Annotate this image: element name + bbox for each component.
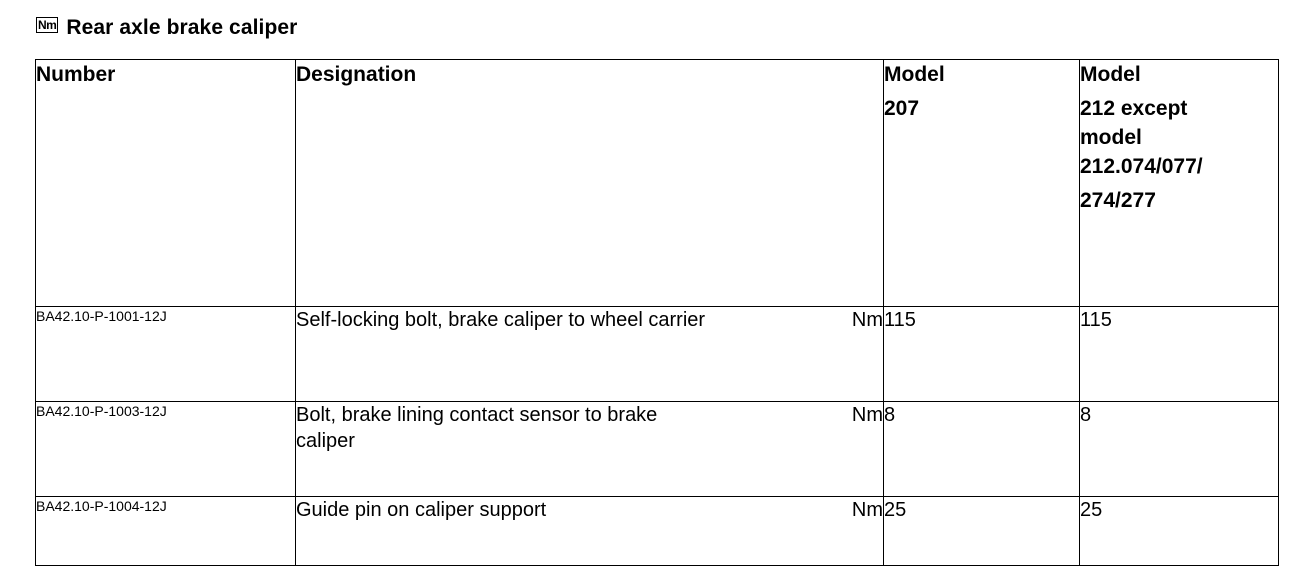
table-row [36,307,1279,402]
row-designation-cell [296,402,884,497]
column-header-model-207 [884,60,1080,307]
model-212-line-4: 212.074/077/ [1080,155,1203,178]
row-value-model-212: 25 [1080,497,1279,566]
model-207-line-1: Model [884,63,945,86]
table-header-row [36,60,1279,307]
table-row [36,402,1279,497]
column-header-designation [296,60,884,307]
row-designation: Guide pin on caliper support [296,499,547,521]
row-designation-cell [296,497,884,566]
row-unit: Nm [851,404,883,426]
column-header-model-212 [1080,60,1279,307]
torque-nm-icon: Nm [38,18,57,32]
column-header-number [36,60,296,307]
row-number: BA42.10-P-1003-12J [36,402,296,497]
model-212-line-1: Model [1080,63,1141,86]
section-title: Rear axle brake caliper [66,16,298,39]
row-designation: Bolt, brake lining contact sensor to brake caliper [296,404,658,452]
row-value-model-212: 115 [1080,307,1279,402]
row-value-model-207: 115 [884,307,1080,402]
model-212-line-2: 212 except [1080,97,1188,120]
row-designation-cell [296,307,884,402]
row-unit: Nm [851,309,883,331]
table-row [36,497,1279,566]
model-212-line-3: model [1080,126,1142,149]
row-number: BA42.10-P-1001-12J [36,307,296,402]
row-unit: Nm [851,499,883,521]
row-number: BA42.10-P-1004-12J [36,497,296,566]
row-value-model-212: 8 [1080,402,1279,497]
row-value-model-207: 8 [884,402,1080,497]
column-header-designation-label: Designation [296,63,417,86]
model-212-line-5: 274/277 [1080,189,1156,212]
column-header-number-label: Number [36,63,116,86]
torque-spec-table [35,59,1279,566]
row-value-model-207: 25 [884,497,1080,566]
section-header [36,13,297,43]
row-designation: Self-locking bolt, brake caliper to wheel carrier [296,309,706,331]
model-207-line-2: 207 [884,97,920,120]
